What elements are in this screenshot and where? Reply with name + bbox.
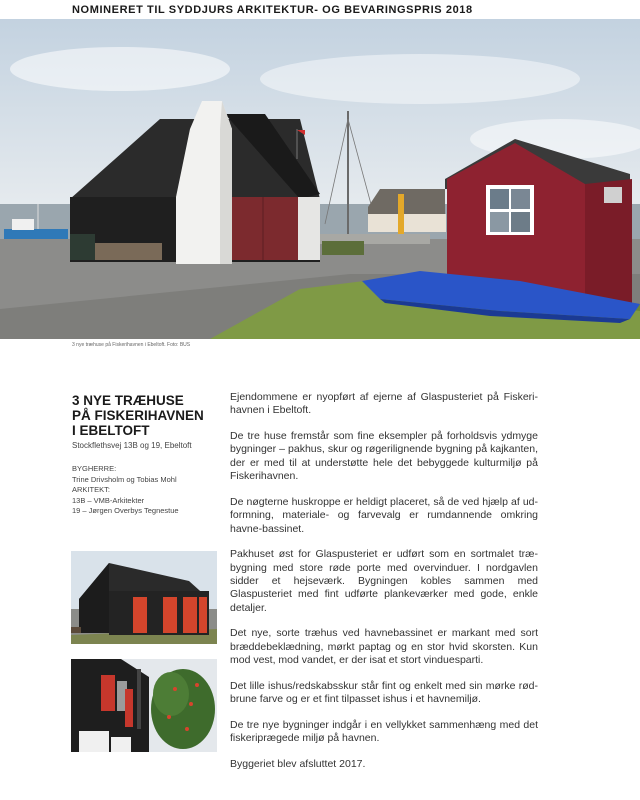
paragraph: Ejendommene er nyopført af ejerne af Glaspusteriet på Fiskeri-havnen i Ebeltoft. bbox=[230, 391, 538, 417]
paragraph: De tre nye bygninger indgår i en vellykket sammenhæng med det fiskeriprægede miljø på havnen. bbox=[230, 718, 538, 745]
project-address: Stockflethsvej 13B og 19, Ebeltoft bbox=[72, 441, 192, 450]
project-info bbox=[72, 393, 222, 517]
paragraph: Det lille ishus/redskabsskur står fint og enkelt med sin mørke rød-brune farve og er et fint tilpasset ishus i et havnemiljø. bbox=[230, 679, 538, 706]
paragraph: Det nye, sorte træhus ved havnebassinet er markant med sort bræddebeklædning, mørkt paptag og en stor hvid skorsten. Kun mod vest, mod vandet, er der isat et stort vinduesparti. bbox=[230, 627, 538, 667]
paragraph: Pakhuset øst for Glaspusteriet er udført som en sortmalet træ-bygning med store røde porte med overvinduer. I nordgavlen sidder et hejseværk. Bygningen kobles sammen med Glaspusteriet med fint udførte plankeværker med gode, enkle detaljer. bbox=[230, 548, 538, 614]
warehouse-photo bbox=[71, 551, 217, 644]
credits-architect-label: ARKITEKT: bbox=[72, 485, 110, 494]
credits-client: Trine Drivsholm og Tobias Mohl bbox=[72, 474, 177, 484]
paragraph: De nøgterne huskroppe er heldigt placeret, så de ved hjælp af ud-formning, materiale- og farvevalg er rumdannende omkring havne-bassinet. bbox=[230, 495, 538, 535]
hero-caption: 3 nye træhuse på Fiskerihavnen i Ebeltoft. Foto: BUS bbox=[72, 342, 191, 348]
credits-architect-13b: 13B – VMB-Arkitekter bbox=[72, 495, 145, 505]
facade-photo bbox=[71, 659, 217, 752]
page-header: NOMINERET TIL SYDDJURS ARKITEKTUR- OG BEVARINGSPRIS 2018 bbox=[72, 4, 473, 16]
project-credits bbox=[72, 464, 222, 517]
project-title: 3 NYE TRÆHUSE PÅ FISKERIHAVNEN I EBELTOFT bbox=[72, 393, 204, 438]
credits-client-label: BYGHERRE: bbox=[72, 464, 117, 473]
article-body bbox=[230, 391, 538, 783]
credits-architect-19: 19 – Jørgen Overbys Tegnestue bbox=[72, 506, 179, 515]
hero-photo bbox=[0, 19, 640, 339]
paragraph: Byggeriet blev afsluttet 2017. bbox=[230, 757, 366, 770]
paragraph: De tre huse fremstår som fine eksempler på forholdsvis ydmyge bygninger – pakhus, skur og røgerilignende bygning på kajkanten, der er med til at understøtte hele det bebyggede kulturmiljø på Fiskerihavnen. bbox=[230, 430, 538, 483]
